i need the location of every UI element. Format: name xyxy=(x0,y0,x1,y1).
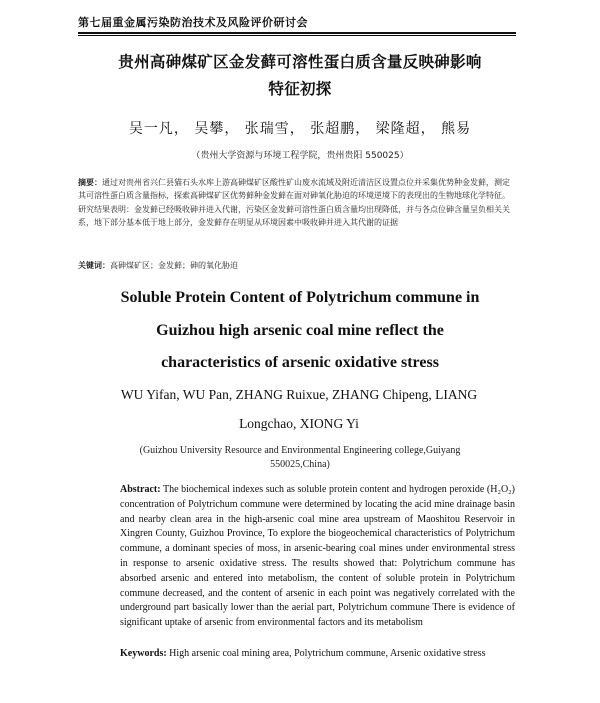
header-rule xyxy=(78,32,516,34)
zh-affiliation: （贵州大学资源与环境工程学院，贵州贵阳 550025） xyxy=(191,151,409,161)
en-title-line-3: characteristics of arsenic oxidative stress xyxy=(161,354,439,371)
zh-title-line-2: 特征初探 xyxy=(268,80,332,98)
running-header: 第七届重金属污染防治技术及风险评价研讨会 xyxy=(78,16,308,29)
en-abstract xyxy=(120,483,515,631)
en-affiliation xyxy=(100,444,500,472)
zh-authors: 吴一凡， 吴攀， 张瑞雪， 张超鹏， 梁隆超， 熊易 xyxy=(128,121,472,137)
en-title-line-1: Soluble Protein Content of Polytrichum commune in xyxy=(120,289,480,306)
en-authors-line-2: Longchao, XIONG Yi xyxy=(239,416,359,431)
zh-keywords-text: 高砷煤矿区；金发藓；砷的氧化胁迫 xyxy=(110,261,238,270)
en-authors-line-1: WU Yifan, WU Pan, ZHANG Ruixue, ZHANG Chipeng, LIANG xyxy=(120,387,478,402)
zh-keywords-label: 关键词： xyxy=(78,261,110,270)
en-keywords-label: Keywords: xyxy=(120,648,167,659)
zh-title-line-1: 贵州高砷煤矿区金发藓可溶性蛋白质含量反映砷影响 xyxy=(118,53,482,71)
en-abstract-text: The biochemical indexes such as soluble protein content and hydrogen peroxide (H₂O₂) concentration of Polytrichum commune were determined by locating the acid mine drainage basin and nearby clean area in the high-arsenic coal mine area upstream of Maoshitou Reservoir in Xingren County, Guizhou Province, To explore the biogeochemical characteristics of Polytrichum commune, a dominant species of moss, in arsenic-bearing coal mines under environmental stress in response to arsenic oxidative stress. The results showed that: Polytrichum commune has absorbed arsenic and entered into metabolism, the content of soluble protein in Polytrichum commune decreased, and the content of arsenic in each point was negatively correlated with the underground part basically lower than the aerial part, Polytrichum commune There is evidence of significant uptake of arsenic from environmental factors and its metabolism xyxy=(120,484,515,629)
en-abstract-label: Abstract: xyxy=(120,484,161,495)
zh-abstract xyxy=(78,176,516,230)
en-keywords xyxy=(120,647,515,662)
en-title-line-2: Guizhou high arsenic coal mine reflect the xyxy=(156,322,444,339)
zh-abstract-text: 通过对贵州省兴仁县猫石头水库上游高砷煤矿区酸性矿山废水流域及附近清洁区设置点位并采集优势种金发藓，测定其可溶性蛋白质含量指标，探索高砷煤矿区优势藓种金发藓在面对砷氧化胁迫的环境逆境下的表现出的生物地球化学特征。研究结果表明：金发藓已经吸收砷并进入代谢，污染区金发藓可溶性蛋白质含量均出现降低，并与各点位砷含量呈负相关关系，地下部分基本低于地上部分，金发藓存在明显从环境因素中吸收砷并进入其代谢的证据 xyxy=(78,178,510,228)
zh-abstract-label: 摘要： xyxy=(78,178,102,187)
zh-keywords xyxy=(78,260,516,271)
header-rule-thin xyxy=(78,35,516,36)
en-affiliation-line-1: (Guizhou University Resource and Environmental Engineering college,Guiyang xyxy=(139,445,461,456)
en-affiliation-line-2: 550025,China) xyxy=(270,459,330,470)
en-keywords-text: High arsenic coal mining area, Polytrichum commune, Arsenic oxidative stress xyxy=(166,648,486,659)
